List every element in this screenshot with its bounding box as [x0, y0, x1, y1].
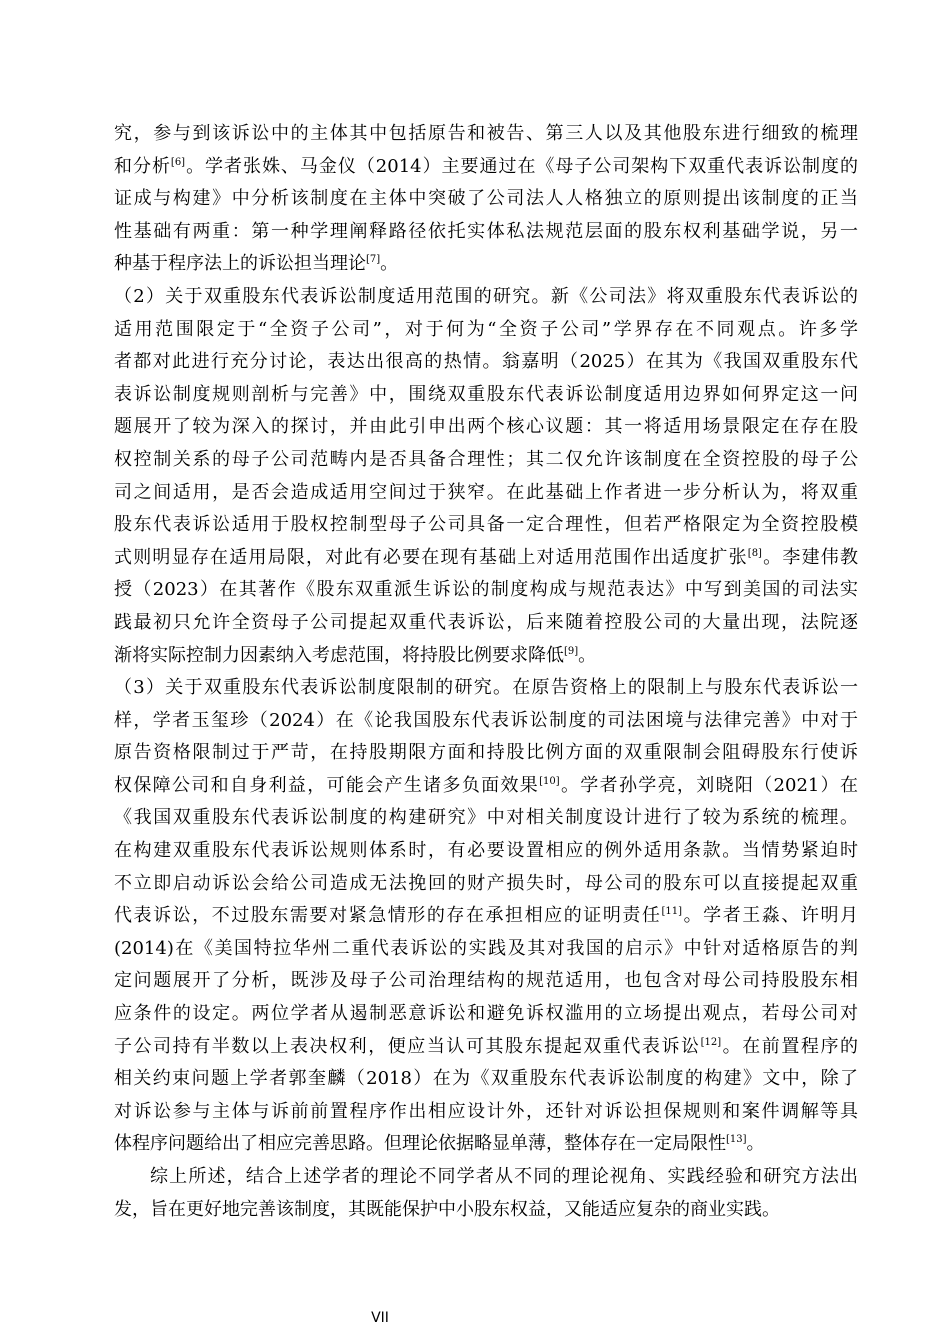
text-line [114, 509, 858, 542]
text-line [114, 542, 858, 575]
line-text-tail: 。学者张姝、马金仪（2014）主要通过在《母子公司架构下双重代表诉讼制度的 [185, 155, 858, 177]
line-text: 证成与构建》中分析该制度在主体中突破了公司法人人格独立的原则提出该制度的正当 [114, 188, 858, 210]
text-line [114, 607, 858, 640]
text-line [114, 640, 858, 673]
text-line [114, 379, 858, 412]
text-line [114, 216, 858, 249]
line-text: 种基于程序法上的诉讼担当理论 [114, 253, 366, 275]
line-text: 在构建双重股东代表诉讼规则体系时，有必要设置相应的例外适用条款。当情势紧迫时 [114, 840, 858, 862]
line-text: 究，参与到该诉讼中的主体其中包括原告和被告、第三人以及其他股东进行细致的梳理 [114, 123, 858, 144]
line-text-tail: 。 [746, 1133, 765, 1155]
line-text: 司之间适用，是否会造成适用空间过于狭窄。在此基础上作者进一步分析认为，将双重 [114, 481, 858, 503]
citation-mark: [13] [726, 1134, 747, 1146]
line-text: 权控制关系的母子公司范畴内是否具备合理性；其二仅允许该制度在全资控股的母子公 [114, 448, 858, 470]
text-line [114, 1063, 858, 1096]
text-line [114, 965, 858, 998]
text-line [114, 835, 858, 868]
text-line [114, 737, 858, 770]
line-text: 渐将实际控制力因素纳入考虑范围，将持股比例要求降低 [114, 644, 564, 666]
line-text: （3）关于双重股东代表诉讼制度限制的研究。在原告资格上的限制上与股东代表诉讼一 [114, 677, 858, 699]
text-line [114, 444, 858, 477]
text-line [114, 118, 858, 151]
line-text: 式则明显存在适用局限，对此有必要在现有基础上对适用范围作出适度扩张 [114, 546, 748, 568]
text-line [114, 281, 858, 314]
text-line [114, 574, 858, 607]
line-text: 《我国双重股东代表诉讼制度的构建研究》中对相关制度设计进行了较为系统的梳理。 [114, 807, 858, 829]
text-line [114, 770, 858, 803]
text-line [114, 1096, 858, 1129]
line-text: 综上所述，结合上述学者的理论不同学者从不同的理论视角、实践经验和研究方法出 [150, 1166, 858, 1187]
line-text: 对诉讼参与主体与诉前前置程序作出相应设计外，还针对诉讼担保规则和案件调解等具 [114, 1100, 858, 1122]
text-line [114, 411, 858, 444]
text-line [114, 705, 858, 738]
text-line [114, 1128, 858, 1161]
text-line [114, 900, 858, 933]
document-body [114, 118, 858, 1226]
citation-mark: [8] [747, 547, 762, 559]
line-text: 代表诉讼，不过股东需要对紧急情形的存在承担相应的证明责任 [114, 905, 662, 927]
text-line [114, 868, 858, 901]
text-line [114, 998, 858, 1031]
citation-mark: [11] [661, 906, 683, 918]
line-text: 样，学者玉玺珍（2024）在《论我国股东代表诉讼制度的司法困境与法律完善》中对于 [114, 709, 858, 731]
citation-mark: [12] [700, 1036, 722, 1048]
line-text-tail: 。学者孙学亮，刘晓阳（2021）在 [559, 774, 858, 796]
page-number: VII [371, 1310, 389, 1326]
line-text: 性基础有两重：第一种学理阐释路径依托实体私法规范层面的股东权利基础学说，另一 [114, 220, 858, 242]
text-line [114, 672, 858, 705]
text-line [114, 248, 858, 281]
line-text: 相关约束问题上学者郭奎麟（2018）在为《双重股东代表诉讼制度的构建》文中，除了 [114, 1068, 858, 1090]
text-line [114, 477, 858, 510]
line-text: 发，旨在更好地完善该制度，其既能保护中小股东权益，又能适应复杂的商业实践。 [114, 1198, 780, 1220]
text-line [114, 802, 858, 835]
line-text: 者都对此进行充分讨论，表达出很高的热情。翁嘉明（2025）在其为《我国双重股东代 [114, 351, 858, 373]
line-text: 体程序问题给出了相应完善思路。但理论依据略显单薄，整体存在一定局限性 [114, 1133, 726, 1155]
line-text: 原告资格限制过于严苛，在持股期限方面和持股比例方面的双重限制会阻碍股东行使诉 [114, 742, 858, 764]
line-text-tail: 。李建伟教 [761, 546, 858, 568]
line-text: 践最初只允许全资母子公司提起双重代表诉讼，后来随着控股公司的大量出现，法院逐 [114, 611, 858, 633]
citation-mark: [9] [564, 645, 579, 657]
line-text: 定问题展开了分析，既涉及母子公司治理结构的规范适用，也包含对母公司持股股东相 [114, 970, 858, 992]
line-text: 表诉讼制度规则剖析与完善》中，围绕双重股东代表诉讼制度适用边界如何界定这一问 [114, 383, 858, 405]
line-text: 题展开了较为深入的探讨，并由此引申出两个核心议题：其一将适用场景限定在存在股 [114, 416, 858, 438]
line-text-tail: 。 [578, 644, 597, 666]
line-text: 子公司持有半数以上表决权利，便应当认可其股东提起双重代表诉讼 [114, 1035, 701, 1057]
text-line [114, 1194, 858, 1227]
text-line [114, 1161, 858, 1194]
line-text-tail: 。学者王淼、许明月 [682, 905, 859, 927]
text-line [114, 151, 858, 184]
citation-mark: [7] [366, 254, 381, 266]
line-text: 授（2023）在其著作《股东双重派生诉讼的制度构成与规范表达》中写到美国的司法实 [114, 579, 858, 601]
line-text: (2014)在《美国特拉华州二重代表诉讼的实践及其对我国的启示》中针对适格原告的判 [114, 937, 858, 959]
line-text: 不立即启动诉讼会给公司造成无法挽回的财产损失时，母公司的股东可以直接提起双重 [114, 872, 858, 894]
text-line [114, 933, 858, 966]
line-text: 股东代表诉讼适用于股权控制型母子公司具备一定合理性，但若严格限定为全资控股模 [114, 514, 858, 536]
line-text-tail: 。 [380, 253, 399, 275]
line-text: 应条件的设定。两位学者从遏制恶意诉讼和避免诉权滥用的立场提出观点，若母公司对 [114, 1003, 858, 1025]
line-text: 适用范围限定于“全资子公司”，对于何为“全资子公司”学界存在不同观点。许多学 [114, 318, 858, 340]
text-line [114, 1031, 858, 1064]
line-text: 权保障公司和自身利益，可能会产生诸多负面效果 [114, 774, 540, 796]
line-text-tail: 。在前置程序的 [721, 1035, 858, 1057]
line-text: 和分析 [114, 155, 171, 177]
text-line [114, 183, 858, 216]
line-text: （2）关于双重股东代表诉讼制度适用范围的研究。新《公司法》将双重股东代表诉讼的 [114, 285, 858, 307]
citation-mark: [6] [170, 156, 186, 168]
citation-mark: [10] [539, 775, 560, 787]
text-line [114, 346, 858, 379]
text-line [114, 314, 858, 347]
